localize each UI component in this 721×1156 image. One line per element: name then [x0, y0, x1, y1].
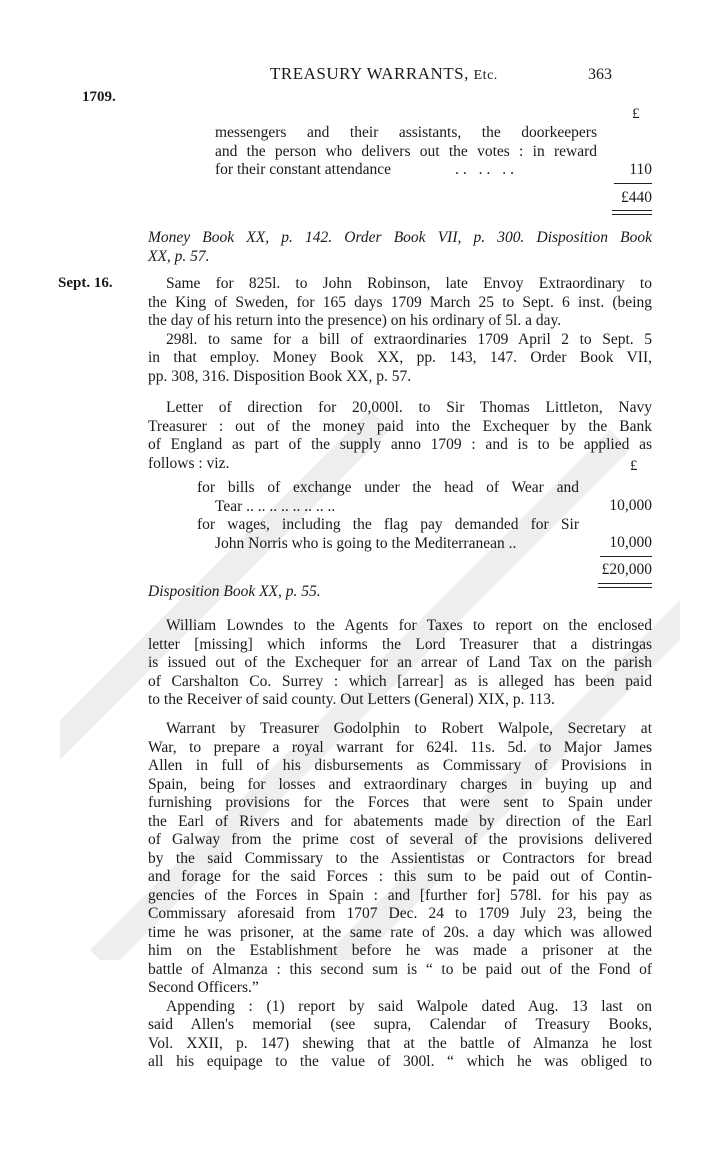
- amount: 10,000: [609, 497, 652, 514]
- text-line: furnishing provisions for the Forces that were sent to Spain under: [148, 794, 652, 811]
- pound-sign: £: [632, 106, 640, 122]
- text-line: Warrant by Treasurer Godolphin to Robert Walpole, Secretary at: [166, 720, 652, 737]
- letter-direction: [148, 399, 652, 473]
- text-line: Vol. XXII, p. 147) shewing that at the battle of Almanza he lost: [148, 1034, 652, 1052]
- text-line: and forage for the said Forces : this sum to be paid out of Contin-: [148, 868, 652, 885]
- text-line: and the person who delivers out the votes : in reward: [215, 142, 597, 160]
- text-line: of Carshalton Co. Surrey : which [arrear] as is alleged has been paid: [148, 672, 652, 690]
- text-line: XX, p. 57.: [148, 247, 210, 265]
- total-amount: £440: [621, 189, 652, 206]
- entry-sept16: [148, 275, 652, 386]
- text-line: 298l. to same for a bill of extraordinaries 1709 April 2 to Sept. 5: [166, 330, 652, 348]
- page-number: 363: [588, 66, 612, 83]
- text-line: Letter of direction for 20,000l. to Sir Thomas Littleton, Navy: [166, 399, 652, 416]
- leader-dots: .. .. ..: [455, 161, 518, 178]
- text-line: of England as part of the supply anno 1709 : and is to be applied as: [148, 436, 652, 453]
- text-line: the King of Sweden, for 165 days 1709 March 25 to Sept. 6 inst. (being: [148, 293, 652, 311]
- text-line: Money Book XX, p. 142. Order Book VII, p. 300. Disposition Book: [148, 229, 652, 246]
- text-line: pp. 308, 316. Disposition Book XX, p. 57.: [148, 367, 412, 385]
- text-line: [215, 161, 597, 180]
- text-line: Treasurer : out of the money paid into the Exchequer by the Bank: [148, 417, 652, 435]
- text-line: Spain, being for losses and extraordinary charges in buying up and: [148, 775, 652, 793]
- running-title: [270, 64, 498, 84]
- amount: 10,000: [609, 534, 652, 551]
- text-line: him on the Establishment before he was made a prisoner at the: [148, 942, 652, 959]
- text-line: the day of his return into the presence) on his ordinary of 5l. a day.: [148, 312, 562, 329]
- text-line: John Norris who is going to the Mediterranean ..: [215, 534, 517, 552]
- running-title-etc: Etc.: [473, 68, 498, 83]
- text-line: is issued out of the Exchequer for an arrear of Land Tax on the parish: [148, 654, 652, 671]
- text-line: Commissary aforesaid from 1707 Dec. 24 to 1709 July 23, being the: [148, 905, 652, 922]
- reference-1: [148, 229, 652, 266]
- text-line: Tear .. .. .. .. .. .. .. ..: [215, 497, 336, 515]
- text-line: Second Officers.”: [148, 979, 259, 996]
- text-line: Appending : (1) report by said Walpole dated Aug. 13 last on: [166, 997, 652, 1015]
- text-line: Same for 825l. to John Robinson, late Envoy Extraordinary to: [166, 275, 652, 292]
- text-line: Allen in full of his disbursements as Commissary of Provisions in: [148, 757, 652, 774]
- total-double-rule: [612, 210, 652, 215]
- text-line: War, to prepare a royal warrant for 624l. 11s. 5d. to Major James: [148, 738, 652, 756]
- text-segment: for their constant attendance: [215, 161, 392, 178]
- text-line: letter [missing] which informs the Lord Treasurer that a distringas: [148, 635, 652, 653]
- text-line: messengers and their assistants, the doorkeepers: [215, 124, 597, 141]
- text-line: follows : viz.: [148, 454, 230, 472]
- sum-rule: [600, 556, 652, 557]
- text-line: the Earl of Rivers and for abatements made by direction of the Earl: [148, 812, 652, 830]
- warrant-entry: [148, 720, 652, 1072]
- page-year: 1709.: [82, 89, 116, 105]
- text-line: by the said Commissary to the Assientistas or Contractors for bread: [148, 849, 652, 867]
- pound-sign: £: [630, 458, 638, 474]
- text-line: William Lowndes to the Agents for Taxes to report on the enclosed: [166, 617, 652, 634]
- text-line: to the Receiver of said county. Out Letters (General) XIX, p. 113.: [148, 691, 555, 708]
- entry-date: Sept. 16.: [58, 275, 113, 291]
- direction-items: [197, 479, 579, 553]
- amount: 110: [629, 161, 652, 178]
- text-line: said Allen's memorial (see supra, Calendar of Treasury Books,: [148, 1016, 652, 1033]
- reference-2: Disposition Book XX, p. 55.: [148, 583, 321, 600]
- total-amount: £20,000: [601, 561, 652, 578]
- text-line: all his equipage to the value of 300l. “ which he was obliged to: [148, 1053, 652, 1070]
- text-line: gencies of the Forces in Spain : and [further for] 578l. for his pay as: [148, 886, 652, 904]
- text-line: time he was prisoner, at the same rate of 20s. a day which was allowed: [148, 923, 652, 941]
- text-line: for bills of exchange under the head of Wear and: [197, 479, 579, 496]
- lowndes-entry: [148, 617, 652, 710]
- block1-text: [215, 124, 597, 180]
- text-line: for wages, including the flag pay demanded for Sir: [197, 516, 579, 533]
- text-line: of Galway from the prime cost of several of the provisions delivered: [148, 831, 652, 848]
- running-title-main: TREASURY WARRANTS,: [270, 64, 469, 83]
- sum-rule: [614, 183, 652, 184]
- text-line: in that employ. Money Book XX, pp. 143, 147. Order Book VII,: [148, 349, 652, 366]
- text-line: battle of Almanza : this second sum is “ to be paid out of the Fond of: [148, 960, 652, 978]
